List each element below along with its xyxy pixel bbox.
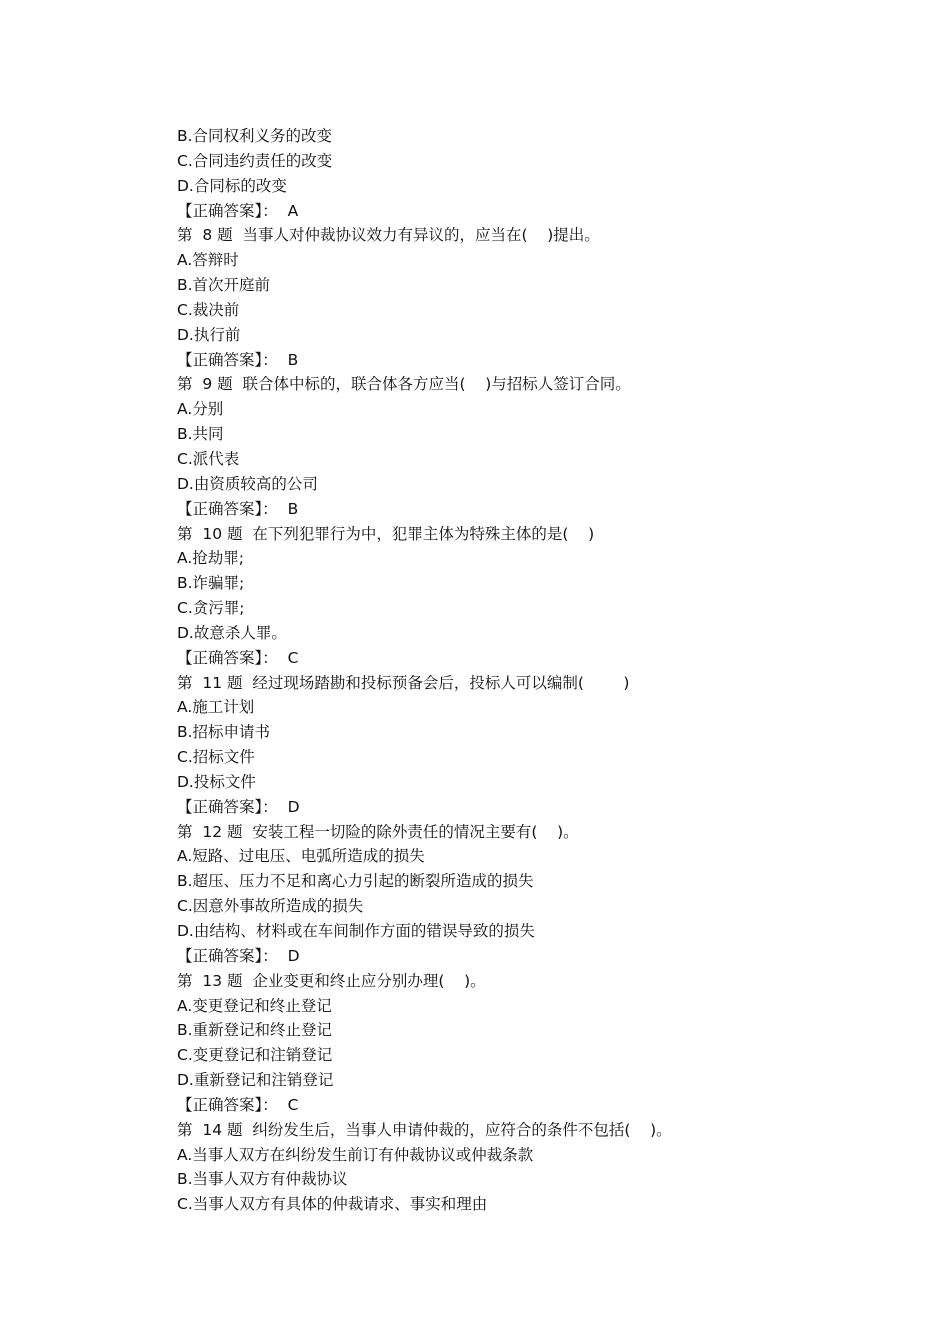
question-line: 第 9 题 联合体中标的，联合体各方应当( )与招标人签订合同。 <box>177 375 631 394</box>
option-line: C.变更登记和注销登记 <box>177 1046 333 1065</box>
option-line: D.执行前 <box>177 325 241 344</box>
option-line: B.招标申请书 <box>177 723 271 742</box>
option-line: C.贪污罪; <box>177 599 245 618</box>
answer-line: 【正确答案】： D <box>177 946 300 965</box>
option-line: B.当事人双方有仲裁协议 <box>177 1170 348 1189</box>
question-line: 第 14 题 纠纷发生后，当事人申请仲裁的，应符合的条件不包括( )。 <box>177 1120 672 1139</box>
option-line: A.变更登记和终止登记 <box>177 996 332 1015</box>
question-line: 第 11 题 经过现场踏勘和投标预备会后，投标人可以编制( ) <box>177 673 630 692</box>
option-line: D.故意杀人罪。 <box>177 623 287 642</box>
question-line: 第 12 题 安装工程一切险的除外责任的情况主要有( )。 <box>177 822 579 841</box>
option-line: C.招标文件 <box>177 748 255 767</box>
option-line: B.合同权利义务的改变 <box>177 127 333 145</box>
option-line: B.重新登记和终止登记 <box>177 1021 333 1040</box>
answer-line: 【正确答案】： B <box>177 499 299 518</box>
option-line: A.抢劫罪; <box>177 549 244 568</box>
option-line: C.裁决前 <box>177 300 240 319</box>
option-line: C.当事人双方有具体的仲裁请求、事实和理由 <box>177 1195 488 1214</box>
option-line: D.由资质较高的公司 <box>177 474 318 493</box>
option-line: A.分别 <box>177 400 224 419</box>
option-line: B.共同 <box>177 425 224 444</box>
option-line: C.派代表 <box>177 449 240 468</box>
option-line: A.施工计划 <box>177 698 255 717</box>
option-line: A.当事人双方在纠纷发生前订有仲裁协议或仲裁条款 <box>177 1145 534 1164</box>
option-line: A.答辩时 <box>177 251 239 270</box>
option-line: A.短路、过电压、电弧所造成的损失 <box>177 847 425 866</box>
answer-line: 【正确答案】： A <box>177 201 299 220</box>
question-line: 第 10 题 在下列犯罪行为中，犯罪主体为特殊主体的是( ) <box>177 524 595 543</box>
document-page <box>177 124 877 1217</box>
answer-line: 【正确答案】： C <box>177 648 299 667</box>
question-line: 第 13 题 企业变更和终止应分别办理( )。 <box>177 971 486 990</box>
answer-line: 【正确答案】： C <box>177 1095 299 1114</box>
option-line: C.合同违约责任的改变 <box>177 151 333 170</box>
option-line: D.合同标的改变 <box>177 176 287 195</box>
option-line: B.首次开庭前 <box>177 276 271 295</box>
option-line: D.由结构、材料或在车间制作方面的错误导致的损失 <box>177 922 535 940</box>
option-line: C.因意外事故所造成的损失 <box>177 897 364 916</box>
option-line: B.超压、压力不足和离心力引起的断裂所造成的损失 <box>177 872 534 891</box>
answer-line: 【正确答案】： D <box>177 797 300 816</box>
answer-line: 【正确答案】： B <box>177 350 299 369</box>
option-line: B.诈骗罪; <box>177 574 245 593</box>
option-line: D.投标文件 <box>177 772 256 791</box>
question-line: 第 8 题 当事人对仲裁协议效力有异议的，应当在( )提出。 <box>177 226 600 245</box>
option-line: D.重新登记和注销登记 <box>177 1071 334 1090</box>
